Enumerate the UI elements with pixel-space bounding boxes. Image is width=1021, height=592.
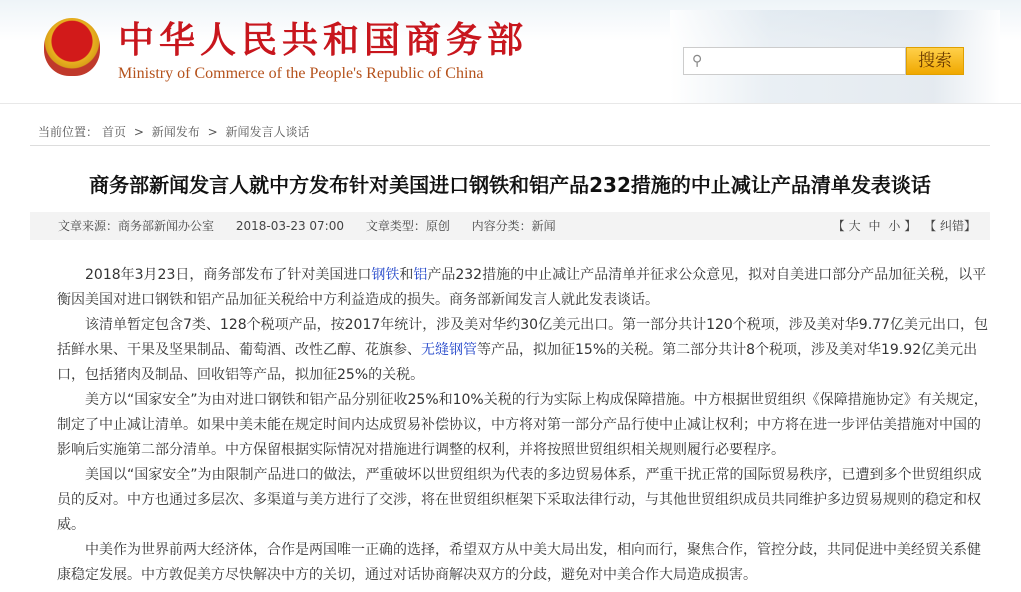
text: 和 xyxy=(399,267,414,283)
breadcrumb-label: 当前位置： xyxy=(38,125,99,139)
article-category: 内容分类：新闻 xyxy=(471,219,556,233)
font-medium-button[interactable]: 中 xyxy=(868,219,881,233)
font-large-button[interactable]: 大 xyxy=(848,219,861,233)
link-steel[interactable]: 钢铁 xyxy=(371,267,400,283)
article-body xyxy=(57,263,993,588)
site-title-cn[interactable]: 中华人民共和国商务部 xyxy=(118,19,529,61)
breadcrumb xyxy=(38,124,314,140)
text: 产品232措施的中止减让产品清单并征求公众意见，拟对自美进口部分产品加征关税，以平衡因美国对进口钢铁和铝产品加征关税给中方利益造成的损失。商务部新闻发言人就此发表谈话。 xyxy=(57,267,987,308)
article-meta xyxy=(30,212,990,240)
article-datetime: 2018-03-23 07:00 xyxy=(235,219,344,233)
link-aluminum[interactable]: 铝 xyxy=(413,267,428,283)
search-icon: ⚲ xyxy=(692,53,703,69)
paragraph: 中美作为世界前两大经济体，合作是两国唯一正确的选择，希望双方从中美大局出发，相向而行，聚焦合作，管控分歧，共同促进中美经贸关系健康稳定发展。中方敦促美方尽快解决中方的关切，通过对话协商解决双方的分歧，避免对中美合作大局造成损害。 xyxy=(57,542,981,583)
article-type: 文章类型：原创 xyxy=(365,219,450,233)
paragraph: 美方以“国家安全”为由对进口钢铁和铝产品分别征收25%和10%关税的行为实际上构成保障措施。中方根据世贸组织《保障措施协定》有关规定，制定了中止减让清单。如果中美未能在规定时间内达成贸易补偿协议，中方将对第一部分产品行使中止减让权利；中方将在进一步评估美措施对中国的影响后实施第二部分清单。中方保留根据实际情况对措施进行调整的权利，并将按照世贸组织相关规则履行必要程序。 xyxy=(57,392,988,458)
article-title: 商务部新闻发言人就中方发布针对美国进口钢铁和铝产品232措施的中止减让产品清单发表谈话 xyxy=(89,173,931,197)
article-tools xyxy=(833,212,980,240)
article-source: 文章来源：商务部新闻办公室 xyxy=(58,219,215,233)
article-meta-info xyxy=(58,212,574,240)
font-small-button[interactable]: 小 xyxy=(888,219,901,233)
bracket: 【 xyxy=(832,219,845,233)
paragraph xyxy=(57,263,993,313)
site-header xyxy=(0,0,1021,103)
breadcrumb-spokesperson[interactable]: 新闻发言人谈话 xyxy=(225,125,310,139)
breadcrumb-home[interactable]: 首页 xyxy=(102,125,127,139)
divider xyxy=(0,103,1021,104)
text: 该清单暂定包含7类、128个税项产品，按2017年统计，涉及美对华约30亿美元出口。第一部分共计120个税项，涉及美对华9.77亿美元出口，包括鲜水果、干果及坚果制品、葡萄酒、改性乙醇、花旗参、 xyxy=(57,317,988,358)
bracket: 】 xyxy=(904,219,917,233)
link-seamless-steel-pipe[interactable]: 无缝钢管 xyxy=(421,342,477,358)
breadcrumb-separator: > xyxy=(207,125,218,139)
correction-button[interactable]: 【 纠错】 xyxy=(924,219,976,233)
text: 2018年3月23日，商务部发布了针对美国进口 xyxy=(85,267,372,283)
paragraph xyxy=(57,313,993,388)
site-title-en: Ministry of Commerce of the People's Republic of China xyxy=(118,65,484,82)
search-input[interactable] xyxy=(683,47,906,75)
national-emblem-logo xyxy=(44,18,100,76)
breadcrumb-separator: > xyxy=(133,125,144,139)
search-button[interactable]: 搜索 xyxy=(906,47,964,75)
text: 等产品，拟加征15%的关税。第二部分共计8个税项，涉及美对华19.92亿美元出口，包括猪肉及制品、回收铝等产品，拟加征25%的关税。 xyxy=(57,342,978,383)
breadcrumb-news-release[interactable]: 新闻发布 xyxy=(151,125,200,139)
divider xyxy=(30,145,990,146)
paragraph: 美国以“国家安全”为由限制产品进口的做法，严重破坏以世贸组织为代表的多边贸易体系，严重干扰正常的国际贸易秩序，已遭到多个世贸组织成员的反对。中方也通过多层次、多渠道与美方进行了交涉，将在世贸组织框架下采取法律行动，与其他世贸组织成员共同维护多边贸易规则的稳定和权威。 xyxy=(57,467,982,533)
